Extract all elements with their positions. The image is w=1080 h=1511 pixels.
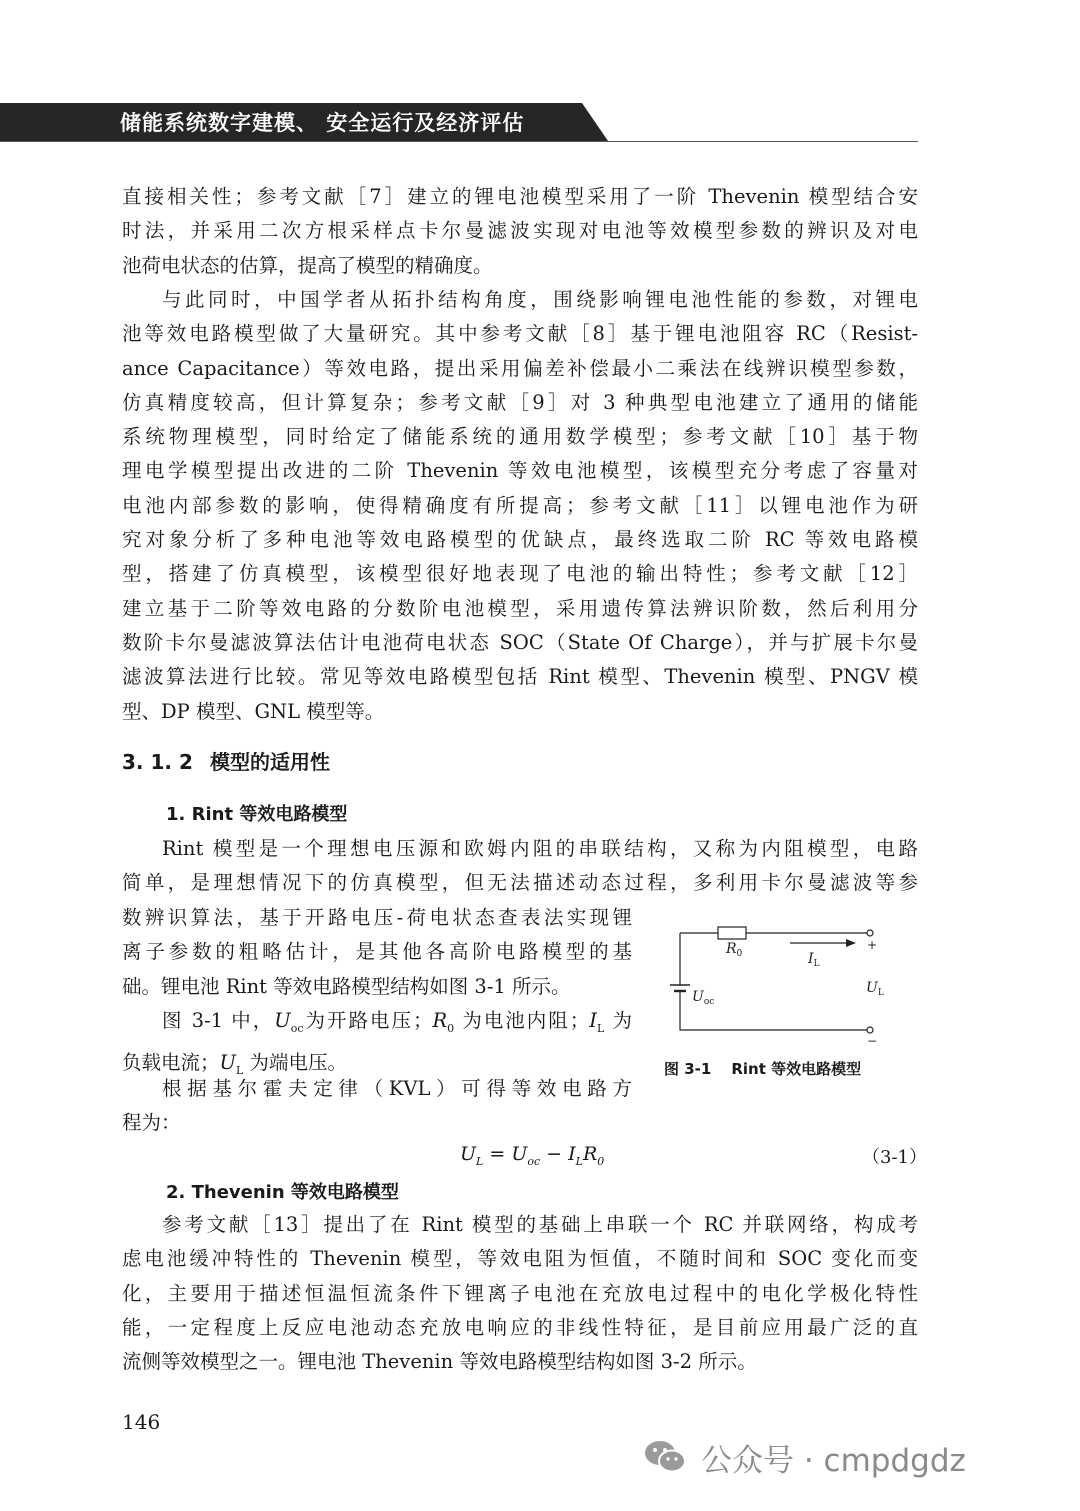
text-line: 池荷电状态的估算，提高了模型的精确度。 bbox=[122, 253, 493, 277]
label-il: I bbox=[808, 951, 814, 967]
text-line: 池等效电路模型做了大量研究。其中参考文献［8］基于锂电池阻容 RC（Resist- bbox=[122, 322, 918, 346]
label-ul-sub: L bbox=[877, 988, 884, 998]
figure-title: Rint 等效电路模型 bbox=[731, 1060, 862, 1078]
subscript: L bbox=[235, 1064, 244, 1078]
subsection-heading-rint: 1. Rint 等效电路模型 bbox=[166, 804, 348, 825]
text-line: 仿真精度较高，但计算复杂；参考文献［9］对 3 种典型电池建立了通用的储能 bbox=[122, 390, 918, 414]
text-line: 滤波算法进行比较。常见等效电路模型包括 Rint 模型、Thevenin 模型、PNGV 模 bbox=[122, 665, 918, 689]
wechat-icon bbox=[643, 1438, 687, 1476]
text-line: 根据基尔霍夫定律（KVL）可得等效电路方 bbox=[162, 1077, 632, 1100]
eq-sub: L bbox=[575, 1154, 583, 1168]
current-arrow-head bbox=[846, 939, 856, 947]
text-run: 为端电压。 bbox=[243, 1051, 347, 1075]
label-il-sub: L bbox=[813, 959, 820, 969]
paragraph-1 bbox=[122, 180, 918, 283]
paragraph-3 bbox=[122, 832, 918, 901]
svg-text:Uoc bbox=[692, 989, 714, 1007]
label-r0: R bbox=[726, 941, 737, 957]
text-line: 直接相关性；参考文献［7］建立的锂电池模型采用了一阶 Thevenin 模型结合安 bbox=[122, 185, 918, 208]
terminal-positive bbox=[867, 930, 873, 936]
eq-sub: 0 bbox=[597, 1154, 605, 1168]
text-run: 图 3-1 中， bbox=[162, 1009, 275, 1032]
figure-number: 图 3-1 bbox=[664, 1060, 712, 1078]
text-line: 离子参数的粗略估计，是其他各高阶电路模型的基 bbox=[122, 940, 632, 964]
eq-sign: = bbox=[483, 1143, 512, 1165]
text-line: 础。锂电池 Rint 等效电路模型结构如图 3-1 所示。 bbox=[122, 974, 571, 998]
section-title: 模型的适用性 bbox=[210, 750, 330, 774]
text-line: 型，搭建了仿真模型，该模型很好地表现了电池的输出特性；参考文献［12］ bbox=[122, 562, 918, 586]
equation-number: （3-1） bbox=[862, 1147, 927, 1168]
text-line: 系统物理模型，同时给定了储能系统的通用数学模型；参考文献［10］基于物 bbox=[122, 425, 918, 449]
text-run: 为电池内阻； bbox=[454, 1009, 590, 1032]
text-line: 能，一定程度上反应电池动态充放电响应的非线性特征，是目前应用最广泛的直 bbox=[122, 1315, 918, 1339]
text-line: 参考文献［13］提出了在 Rint 模型的基础上串联一个 RC 并联网络，构成考 bbox=[162, 1213, 918, 1236]
terminal-negative bbox=[867, 1027, 873, 1033]
eq-term: I bbox=[568, 1143, 576, 1165]
text-line: 与此同时，中国学者从拓扑结构角度，围绕影响锂电池性能的参数，对锂电 bbox=[162, 288, 918, 311]
text-line: 流侧等效模型之一。锂电池 Thevenin 等效电路模型结构如图 3-2 所示。 bbox=[122, 1350, 757, 1374]
eq-term: U bbox=[460, 1143, 477, 1165]
label-r0-sub: 0 bbox=[736, 949, 743, 959]
text-line: 型、DP 模型、GNL 模型等。 bbox=[122, 699, 385, 723]
variable-r: R bbox=[432, 1009, 448, 1032]
label-minus: − bbox=[867, 1034, 878, 1045]
equation-3-1 bbox=[460, 1143, 604, 1168]
variable-u: U bbox=[274, 1009, 291, 1032]
text-line: 数阶卡尔曼滤波算法估计电池荷电状态 SOC（State Of Charge），并与扩展卡尔曼 bbox=[122, 630, 918, 654]
watermark bbox=[643, 1432, 966, 1482]
svg-text:IL bbox=[807, 951, 820, 969]
text-line: 理电学模型提出改进的二阶 Thevenin 等效电池模型，该模型充分考虑了容量对 bbox=[122, 459, 918, 483]
text-line: 简单，是理想情况下的仿真模型，但无法描述动态过程，多利用卡尔曼滤波等参 bbox=[122, 871, 918, 895]
text-line bbox=[122, 1004, 632, 1046]
label-uoc-sub: oc bbox=[703, 997, 715, 1007]
text-line: ance Capacitance）等效电路，提出采用偏差补偿最小二乘法在线辨识模型参数， bbox=[122, 356, 918, 380]
text-line: 建立基于二阶等效电路的分数阶电池模型，采用遗传算法辨识阶数，然后利用分 bbox=[122, 596, 918, 620]
text-line: 虑电池缓冲特性的 Thevenin 模型，等效电阻为恒值，不随时间和 SOC 变化而变 bbox=[122, 1247, 918, 1271]
section-number: 3. 1. 2 bbox=[122, 750, 193, 774]
text-run: 为开路电压； bbox=[303, 1009, 433, 1032]
figure-caption bbox=[664, 1058, 861, 1079]
paragraph-2 bbox=[122, 283, 918, 729]
variable-u: U bbox=[219, 1051, 236, 1075]
rint-circuit-diagram bbox=[660, 915, 900, 1045]
text-line: 究对象分析了多种电池等效电路模型的优缺点，最终选取二阶 RC 等效电路模 bbox=[122, 528, 918, 552]
paragraph-6 bbox=[122, 1208, 918, 1379]
label-uoc: U bbox=[692, 989, 704, 1005]
paragraph-5 bbox=[122, 1072, 632, 1141]
header-rule bbox=[0, 141, 918, 142]
text-line: 电池内部参数的影响，使得精确度有所提高；参考文献［11］以锂电池作为研 bbox=[122, 493, 918, 517]
paragraph-3-continued bbox=[122, 901, 632, 1004]
subscript: oc bbox=[290, 1021, 304, 1035]
text-line: 化，主要用于描述恒温恒流条件下锂离子电池在充放电过程中的电化学极化特性 bbox=[122, 1281, 918, 1305]
text-run: 为 bbox=[604, 1009, 633, 1032]
text-line: 程为： bbox=[122, 1111, 181, 1135]
eq-sub: oc bbox=[527, 1154, 541, 1168]
running-header-title: 储能系统数字建模、 安全运行及经济评估 bbox=[120, 111, 525, 135]
variable-i: I bbox=[589, 1009, 597, 1032]
resistor-r0-symbol bbox=[718, 927, 746, 939]
page-number: 146 bbox=[122, 1410, 161, 1434]
text-run: 负载电流； bbox=[122, 1051, 220, 1075]
text-line: 时法，并采用二次方根采样点卡尔曼滤波实现对电池等效模型参数的辨识及对电 bbox=[122, 219, 918, 243]
svg-text:R0 bbox=[725, 941, 743, 959]
eq-term: R bbox=[582, 1143, 598, 1165]
eq-term: U bbox=[511, 1143, 528, 1165]
eq-minus: − bbox=[540, 1143, 569, 1165]
text-line: Rint 模型是一个理想电压源和欧姆内阻的串联结构，又称为内阻模型，电路 bbox=[162, 837, 918, 860]
watermark-text: 公众号 · cmpdgdz bbox=[701, 1442, 966, 1479]
svg-text:UL bbox=[866, 980, 884, 998]
label-ul: U bbox=[866, 980, 878, 996]
section-heading bbox=[122, 746, 330, 775]
subsection-heading-thevenin: 2. Thevenin 等效电路模型 bbox=[166, 1182, 399, 1203]
subscript: L bbox=[597, 1021, 605, 1035]
subscript: 0 bbox=[447, 1021, 455, 1035]
text-line: 数辨识算法，基于开路电压-荷电状态查表法实现锂 bbox=[122, 906, 632, 929]
label-plus: + bbox=[867, 938, 878, 952]
eq-sub: L bbox=[476, 1154, 484, 1168]
